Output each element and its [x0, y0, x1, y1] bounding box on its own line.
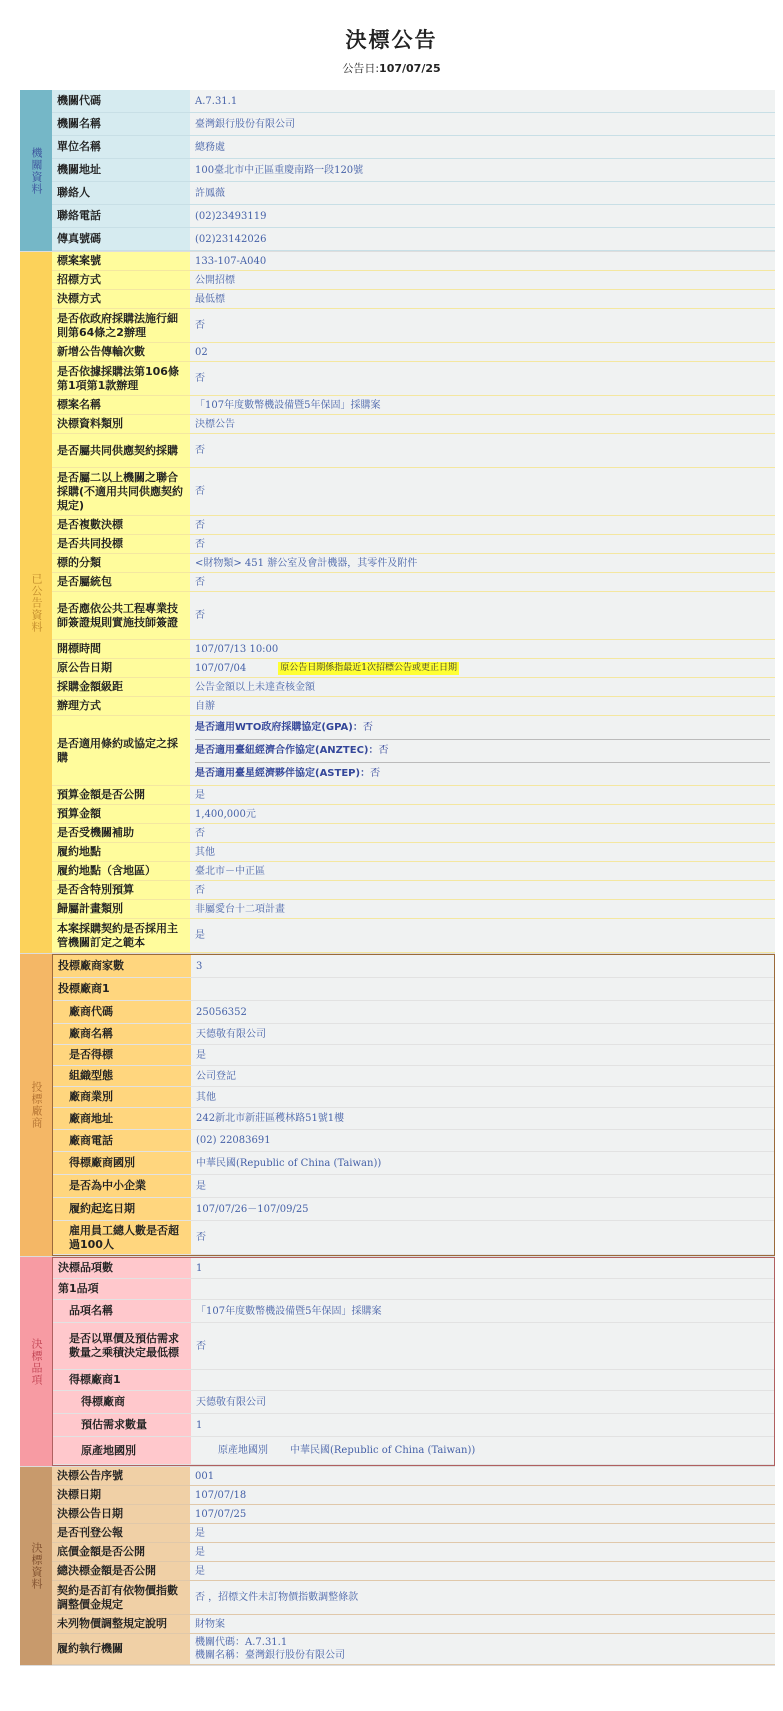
- table-row: 得標廠商國別 中華民國(Republic of China (Taiwan)): [53, 1152, 774, 1175]
- table-row: 是否共同投標 否: [52, 535, 775, 554]
- table-row: 是否刊登公報 是: [52, 1524, 775, 1543]
- table-row: 採購金額級距 公告金額以上未達查核金額: [52, 678, 775, 697]
- treaty-anztec: 是否適用臺紐經濟合作協定(ANZTEC)： 否: [195, 740, 770, 763]
- table-row: 是否以單價及預估需求數量之乘積決定最低標 否: [53, 1323, 774, 1370]
- table-row: 開標時間 107/07/13 10:00: [52, 640, 775, 659]
- table-row: 總決標金額是否公開 是: [52, 1562, 775, 1581]
- table-row: 單位名稱 總務處: [52, 136, 775, 159]
- table-row: 原產地國別 原產地國別 中華民國(Republic of China (Taiwan)): [53, 1437, 774, 1465]
- table-row: 標的分類 <財物類> 451 辦公室及會計機器，其零件及附件: [52, 554, 775, 573]
- table-row: 是否適用條約或協定之採購 是否適用WTO政府採購協定(GPA)： 否 是否適用臺紐經濟合作協定(ANZTEC)： 否 是否適用臺星經濟夥伴協定(ASTEP)： 否: [52, 716, 775, 786]
- notice-table: [20, 90, 775, 1666]
- section-title-tenderers: 投標廠商: [20, 954, 52, 1256]
- table-row: 機關名稱 臺灣銀行股份有限公司: [52, 113, 775, 136]
- table-row: 預估需求數量 1: [53, 1414, 774, 1437]
- table-row: 是否應依公共工程專業技師簽證規則實施技師簽證 否: [52, 592, 775, 640]
- table-row: 是否屬二以上機關之聯合採購(不適用共同供應契約規定) 否: [52, 468, 775, 516]
- table-row: 是否屬統包 否: [52, 573, 775, 592]
- table-row: 是否受機關補助 否: [52, 824, 775, 843]
- section-announcement: [20, 252, 775, 954]
- table-row: 標案案號 133-107-A040: [52, 252, 775, 271]
- table-row: 履約執行機關 機關代碼：A.7.31.1 機關名稱：臺灣銀行股份有限公司: [52, 1634, 775, 1665]
- section-title-items: 決標品項: [20, 1257, 52, 1466]
- table-row: 歸屬計畫類別 非屬愛台十二項計畫: [52, 900, 775, 919]
- section-award: [20, 1467, 775, 1666]
- table-row: 本案採購契約是否採用主管機關訂定之範本 是: [52, 919, 775, 953]
- table-row: 是否複數決標 否: [52, 516, 775, 535]
- table-row: 新增公告傳輸次數 02: [52, 343, 775, 362]
- table-row: 預算金額 1,400,000元: [52, 805, 775, 824]
- table-row: 雇用員工總人數是否超過100人 否: [53, 1221, 774, 1255]
- section-items: [20, 1257, 775, 1467]
- table-row: 機關地址 100臺北市中正區重慶南路一段120號: [52, 159, 775, 182]
- table-row: 標案名稱 「107年度數幣機設備暨5年保固」採購案: [52, 396, 775, 415]
- table-row: 辦理方式 自辦: [52, 697, 775, 716]
- table-row: 廠商地址 242新北市新莊區穫林路51號1樓: [53, 1108, 774, 1130]
- table-row: 是否依據採購法第106條第1項第1款辦理 否: [52, 362, 775, 396]
- table-row: 決標公告日期 107/07/25: [52, 1505, 775, 1524]
- section-title-award: 決標資料: [20, 1467, 52, 1665]
- table-row: 是否依政府採購法施行細則第64條之2辦理 否: [52, 309, 775, 343]
- table-row: 決標方式 最低標: [52, 290, 775, 309]
- section-title-announcement: 已公告資料: [20, 252, 52, 953]
- treaty-gpa: 是否適用WTO政府採購協定(GPA)： 否: [195, 717, 770, 740]
- table-row: 招標方式 公開招標: [52, 271, 775, 290]
- table-row: 第1品項: [53, 1279, 774, 1300]
- table-row: 決標品項數 1: [53, 1258, 774, 1279]
- table-row: 是否屬共同供應契約採購 否: [52, 434, 775, 468]
- table-row: 得標廠商 天德敬有限公司: [53, 1391, 774, 1414]
- table-row: 廠商電話 (02) 22083691: [53, 1130, 774, 1152]
- table-row: 得標廠商1: [53, 1370, 774, 1391]
- table-row: 原公告日期 107/07/04 原公告日期係指最近1次招標公告或更正日期: [52, 659, 775, 678]
- table-row: 底價金額是否公開 是: [52, 1543, 775, 1562]
- treaty-list: [195, 717, 770, 785]
- treaty-astep: 是否適用臺星經濟夥伴協定(ASTEP)： 否: [195, 768, 381, 779]
- table-row: 契約是否訂有依物價指數調整價金規定 否 ，招標文件未訂物價指數調整條款: [52, 1581, 775, 1615]
- table-row: 聯絡電話 (02)23493119: [52, 205, 775, 228]
- table-row: 品項名稱 「107年度數幣機設備暨5年保固」採購案: [53, 1300, 774, 1323]
- table-row: 投標廠商家數 3: [53, 955, 774, 978]
- section-tenderers: [20, 954, 775, 1257]
- page-title: 決標公告: [345, 28, 438, 52]
- table-row: 機關代碼 A.7.31.1: [52, 90, 775, 113]
- table-row: 決標日期 107/07/18: [52, 1486, 775, 1505]
- table-row: 傳真號碼 (02)23142026: [52, 228, 775, 251]
- table-row: 是否含特別預算 否: [52, 881, 775, 900]
- table-row: 決標公告序號 001: [52, 1467, 775, 1486]
- section-organization: [20, 90, 775, 252]
- table-row: 組織型態 公司登記: [53, 1066, 774, 1087]
- table-row: 履約起迄日期 107/07/26－107/09/25: [53, 1198, 774, 1221]
- section-title-organization: 機關資料: [20, 90, 52, 251]
- table-row: 是否得標 是: [53, 1045, 774, 1066]
- table-row: 投標廠商1: [53, 978, 774, 1001]
- table-row: 履約地點（含地區） 臺北市－中正區: [52, 862, 775, 881]
- table-row: 是否為中小企業 是: [53, 1175, 774, 1198]
- table-row: 廠商業別 其他: [53, 1087, 774, 1108]
- table-row: 廠商代碼 25056352: [53, 1001, 774, 1024]
- table-row: 決標資料類別 決標公告: [52, 415, 775, 434]
- date-note-highlight: 原公告日期係指最近1次招標公告或更正日期: [280, 662, 458, 673]
- table-row: 預算金額是否公開 是: [52, 786, 775, 805]
- table-row: 聯絡人 許鳳薇: [52, 182, 775, 205]
- announce-date: 公告日:107/07/25: [342, 62, 441, 75]
- table-row: 履約地點 其他: [52, 843, 775, 862]
- table-row: 廠商名稱 天德敬有限公司: [53, 1024, 774, 1045]
- table-row: 未列物價調整規定說明 財物案: [52, 1615, 775, 1634]
